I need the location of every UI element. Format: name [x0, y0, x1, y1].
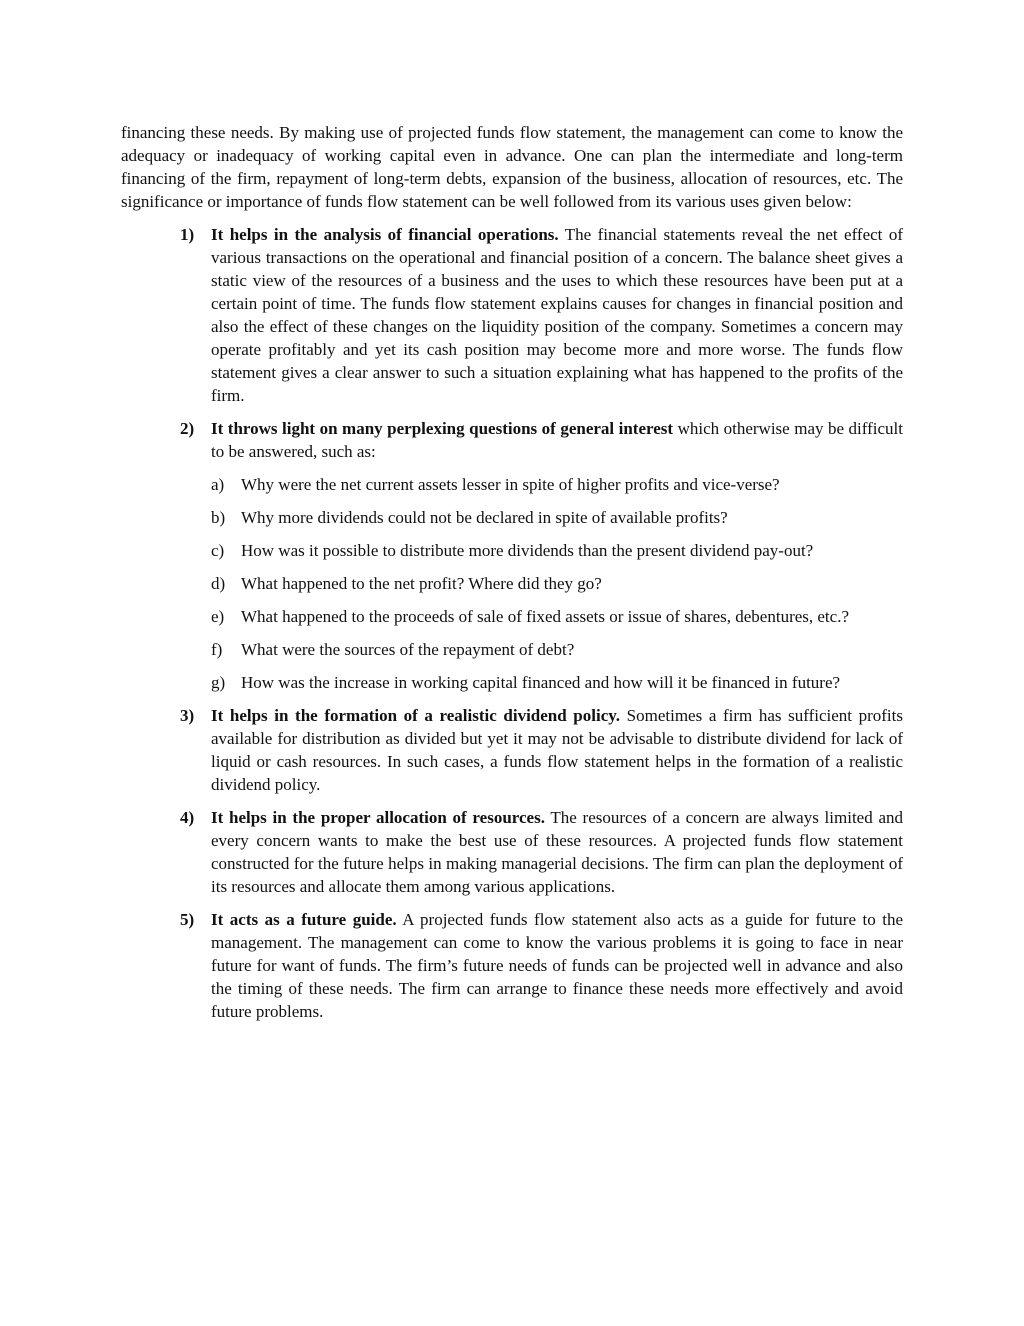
question-item	[211, 539, 903, 562]
document-page	[121, 121, 903, 1033]
question-text: Why were the net current assets lesser in spite of higher profits and vice-verse?	[241, 475, 780, 494]
use-item-dividend-policy	[121, 704, 903, 796]
use-text: Sometimes a firm has sufficient profits available for distribution as divided but yet it may not be advisable to distribute dividend for lack of liquid or cash resources. In such cases, a funds flow statement helps in the formation of a realistic dividend policy.	[211, 706, 903, 794]
use-text: The resources of a concern are always limited and every concern wants to make the best use of these resources. A projected funds flow statement constructed for the future helps in making managerial decisions. The firm can plan the deployment of its resources and allocate them among various applications.	[211, 808, 903, 896]
question-letter: e)	[211, 607, 225, 626]
question-text: Why more dividends could not be declared in spite of available profits?	[241, 508, 728, 527]
use-number: 3)	[180, 706, 195, 725]
question-text: How was the increase in working capital financed and how will it be financed in future?	[241, 673, 841, 692]
question-text: How was it possible to distribute more dividends than the present dividend pay-out?	[241, 541, 814, 560]
use-title: It helps in the analysis of financial operations.	[211, 225, 559, 244]
use-title: It throws light on many perplexing questions of general interest	[211, 419, 674, 438]
question-letter: f)	[211, 640, 223, 659]
question-item	[211, 572, 903, 595]
question-letter: a)	[211, 475, 225, 494]
use-number: 4)	[180, 808, 195, 827]
use-number: 5)	[180, 910, 195, 929]
use-title: It acts as a future guide.	[211, 910, 397, 929]
question-item	[211, 506, 903, 529]
use-item-future-guide	[121, 908, 903, 1023]
question-letter: d)	[211, 574, 226, 593]
use-item-analysis	[121, 223, 903, 407]
use-title: It helps in the proper allocation of resources.	[211, 808, 545, 827]
question-item	[211, 473, 903, 496]
question-letter: g)	[211, 673, 226, 692]
question-text: What happened to the proceeds of sale of fixed assets or issue of shares, debentures, etc.?	[241, 607, 849, 626]
use-number: 2)	[180, 419, 195, 438]
uses-list	[121, 223, 903, 1023]
question-letter: b)	[211, 508, 226, 527]
use-text: A projected funds flow statement also acts as a guide for future to the management. The management can come to know the various problems it is going to face in near future for want of funds. The firm’s future needs of funds can be projected well in advance and also the timing of these needs. The firm can arrange to finance these needs more effectively and avoid future problems.	[211, 910, 903, 1021]
use-item-questions	[121, 417, 903, 694]
use-item-allocation	[121, 806, 903, 898]
use-text: The financial statements reveal the net effect of various transactions on the operational and financial position of a concern. The balance sheet gives a static view of the resources of a business and the uses to which these resources have been put at a certain point of time. The funds flow statement explains causes for changes in financial position and also the effect of these changes on the liquidity position of the company. Sometimes a concern may operate profitably and yet its cash position may become more and more worse. The funds flow statement gives a clear answer to such a situation explaining what has happened to the profits of the firm.	[211, 225, 903, 405]
question-item	[211, 605, 903, 628]
question-item	[211, 671, 903, 694]
use-number: 1)	[180, 225, 195, 244]
question-text: What happened to the net profit? Where did they go?	[241, 574, 602, 593]
question-text: What were the sources of the repayment of debt?	[241, 640, 575, 659]
use-text: which otherwise may be difficult to be answered, such as:	[211, 419, 903, 461]
question-item	[211, 638, 903, 661]
questions-list	[211, 473, 903, 694]
use-title: It helps in the formation of a realistic dividend policy.	[211, 706, 621, 725]
intro-paragraph: financing these needs. By making use of projected funds flow statement, the management can come to know the adequacy or inadequacy of working capital even in advance. One can plan the intermediate and long-term financing of the firm, repayment of long-term debts, expansion of the business, allocation of resources, etc. The significance or importance of funds flow statement can be well followed from its various uses given below:	[121, 123, 903, 211]
question-letter: c)	[211, 541, 225, 560]
